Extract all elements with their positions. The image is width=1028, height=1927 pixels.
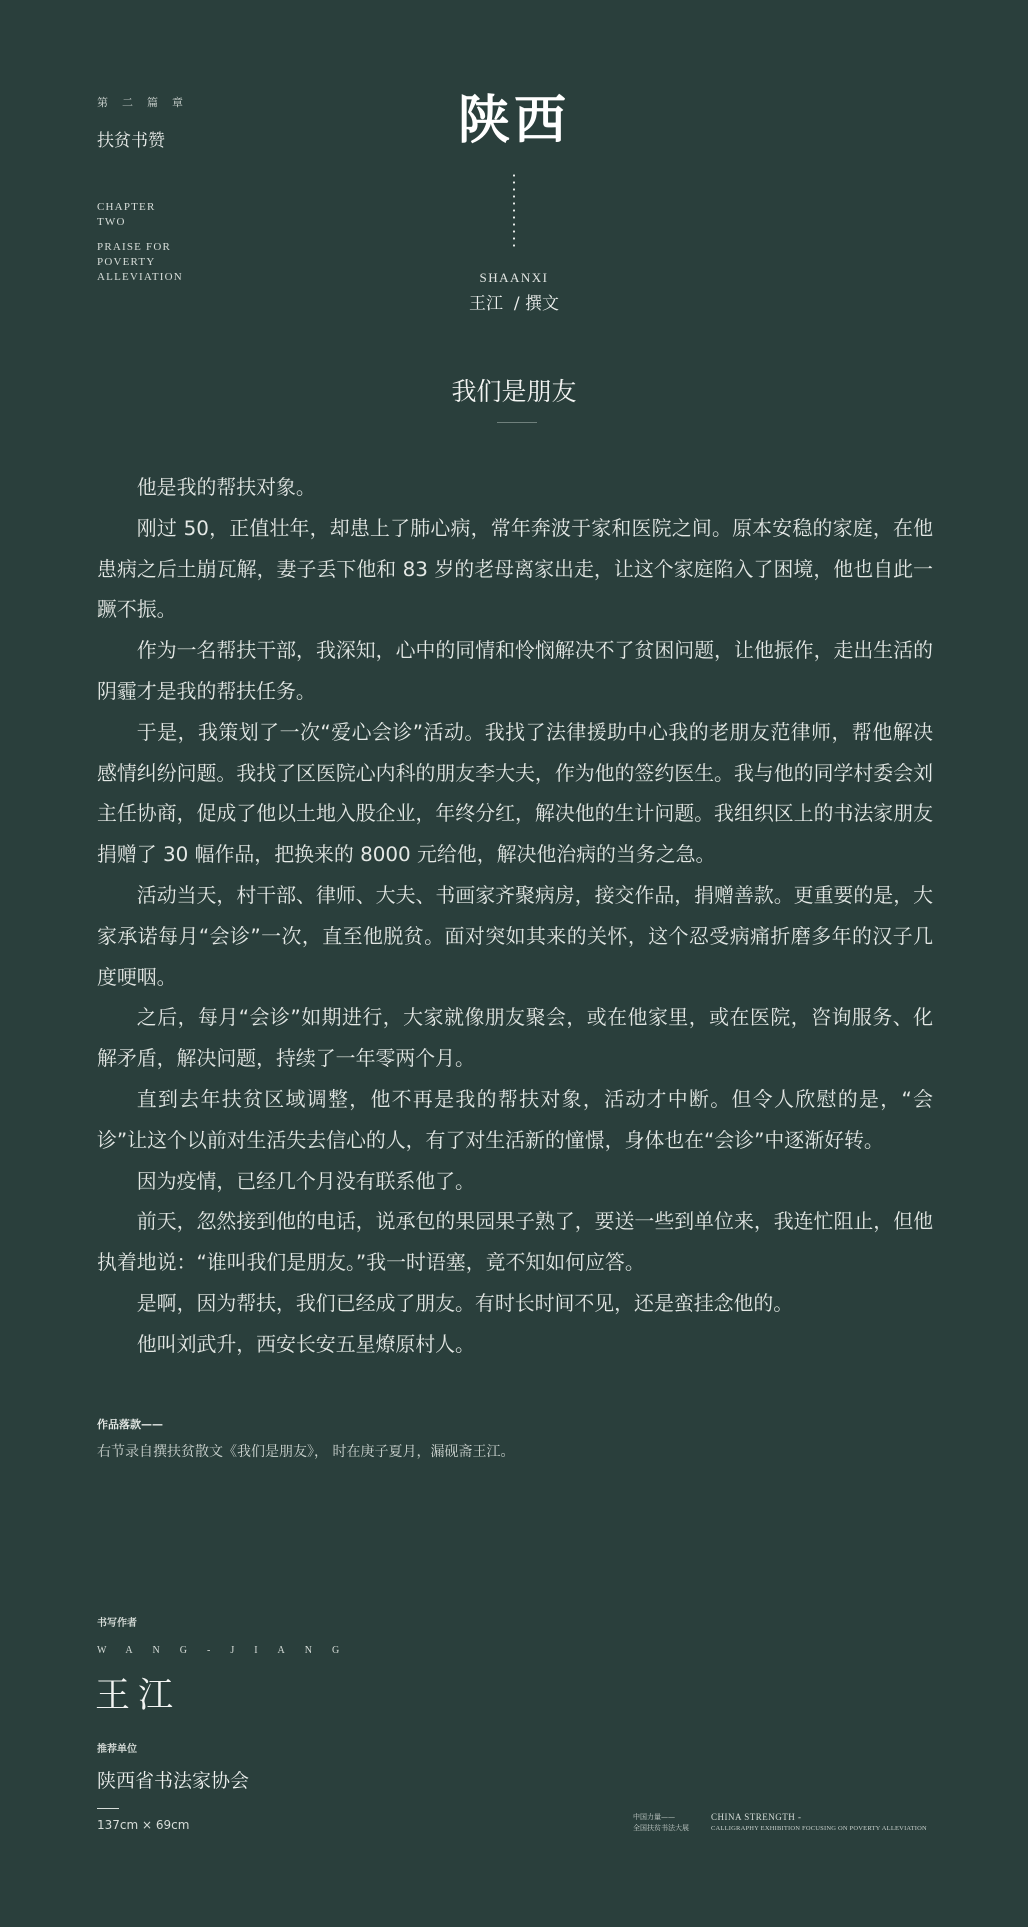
paragraph: 刚过 50，正值壮年，却患上了肺心病，常年奔波于家和医院之间。原本安稳的家庭，在他患病之后土崩瓦解，妻子丢下他和 83 岁的老母离家出走，让这个家庭陷入了困境，他也自此一蹶不振。 [97,516,933,622]
chapter-title-en-line: PRAISE FOR [97,241,172,253]
chapter-number-cn: 第二篇章 [97,96,197,109]
exhibition-brand-en-title: CHINA STRENGTH - [711,1812,802,1822]
chapter-title-cn: 扶贫书赞 [97,131,165,151]
paragraph: 之后，每月“会诊”如期进行，大家就像朋友聚会，或在他家里，或在医院，咨询服务、化解矛盾，解决问题，持续了一年零两个月。 [97,1006,933,1071]
paragraph: 他叫刘武升，西安长安五星燎原村人。 [136,1332,475,1356]
province-title: 陕西 [457,90,570,151]
paragraph: 他是我的帮扶对象。 [136,476,316,499]
paragraph: 是啊，因为帮扶，我们已经成了朋友。有时长时间不见，还是蛮挂念他的。 [136,1291,794,1315]
recommending-org-label: 推荐单位 [97,1744,137,1755]
paragraph: 作为一名帮扶干部，我深知，心中的同情和怜悯解决不了贫困问题，让他振作，走出生活的阴霾才是我的帮扶任务。 [97,639,933,703]
size-divider [97,1808,119,1809]
article-title: 我们是朋友 [451,377,577,406]
inscription-text: 右节录自撰扶贫散文《我们是朋友》， 时在庚子夏月，漏砚斋王江。 [97,1444,515,1460]
brand-cn-line: 全国扶贫书法大展 [633,1824,689,1832]
chapter-title-en-line: ALLEVIATION [97,271,183,283]
exhibition-brand-en-subtitle: CALLIGRAPHY EXHIBITION FOCUSING ON POVERTY ALLEVIATION [711,1825,927,1832]
province-title-en: SHAANXI [479,270,549,285]
article-body [97,468,933,1366]
chapter-number-en [97,200,156,230]
recommending-org-name: 陕西省书法家协会 [97,1770,250,1792]
paragraph: 直到去年扶贫区域调整，他不再是我的帮扶对象，活动才中断。但令人欣慰的是，“会诊”让这个以前对生活失去信心的人，有了对生活新的憧憬，身体也在“会诊”中逐渐好转。 [97,1087,933,1152]
dotted-divider [513,172,515,248]
writer-name: 王江 [95,1676,182,1716]
brand-cn-line: 中国力量—— [633,1813,675,1821]
inscription-label: 作品落款—— [97,1418,163,1431]
writer-pinyin: WANG-JIANG [97,1645,360,1656]
paragraph: 活动当天，村干部、律师、大夫、书画家齐聚病房，接交作品，捐赠善款。更重要的是，大家承诺每月“会诊”一次，直至他脱贫。面对突如其来的关怀，这个忍受病痛折磨多年的汉子几度哽咽。 [97,883,933,989]
title-divider [497,422,537,423]
paragraph: 于是，我策划了一次“爱心会诊”活动。我找了法律援助中心我的老朋友范律师，帮他解决感情纠纷问题。我找了区医院心内科的朋友李大夫，作为他的签约医生。我与他的同学村委会刘主任协商，促成了他以土地入股企业，年终分红，解决他的生计问题。我组织区上的书法家朋友捐赠了 30 幅作品，把换来的 8000 元给他，解决他治病的当务之急。 [97,720,933,867]
exhibition-brand-cn [633,1812,689,1834]
artwork-size: 137cm × 69cm [97,1818,190,1832]
chapter-title-en-line: POVERTY [97,256,156,268]
writer-label: 书写作者 [97,1618,137,1629]
paragraph: 因为疫情，已经几个月没有联系他了。 [136,1169,475,1193]
chapter-en-line: CHAPTER [97,201,156,213]
paragraph: 前天，忽然接到他的电话，说承包的果园果子熟了，要送一些到单位来，我连忙阻止，但他执着地说：“谁叫我们是朋友。”我一时语塞，竟不知如何应答。 [97,1210,933,1275]
author-credit: 王江 / 撰文 [469,294,559,314]
chapter-en-line: TWO [97,216,126,228]
